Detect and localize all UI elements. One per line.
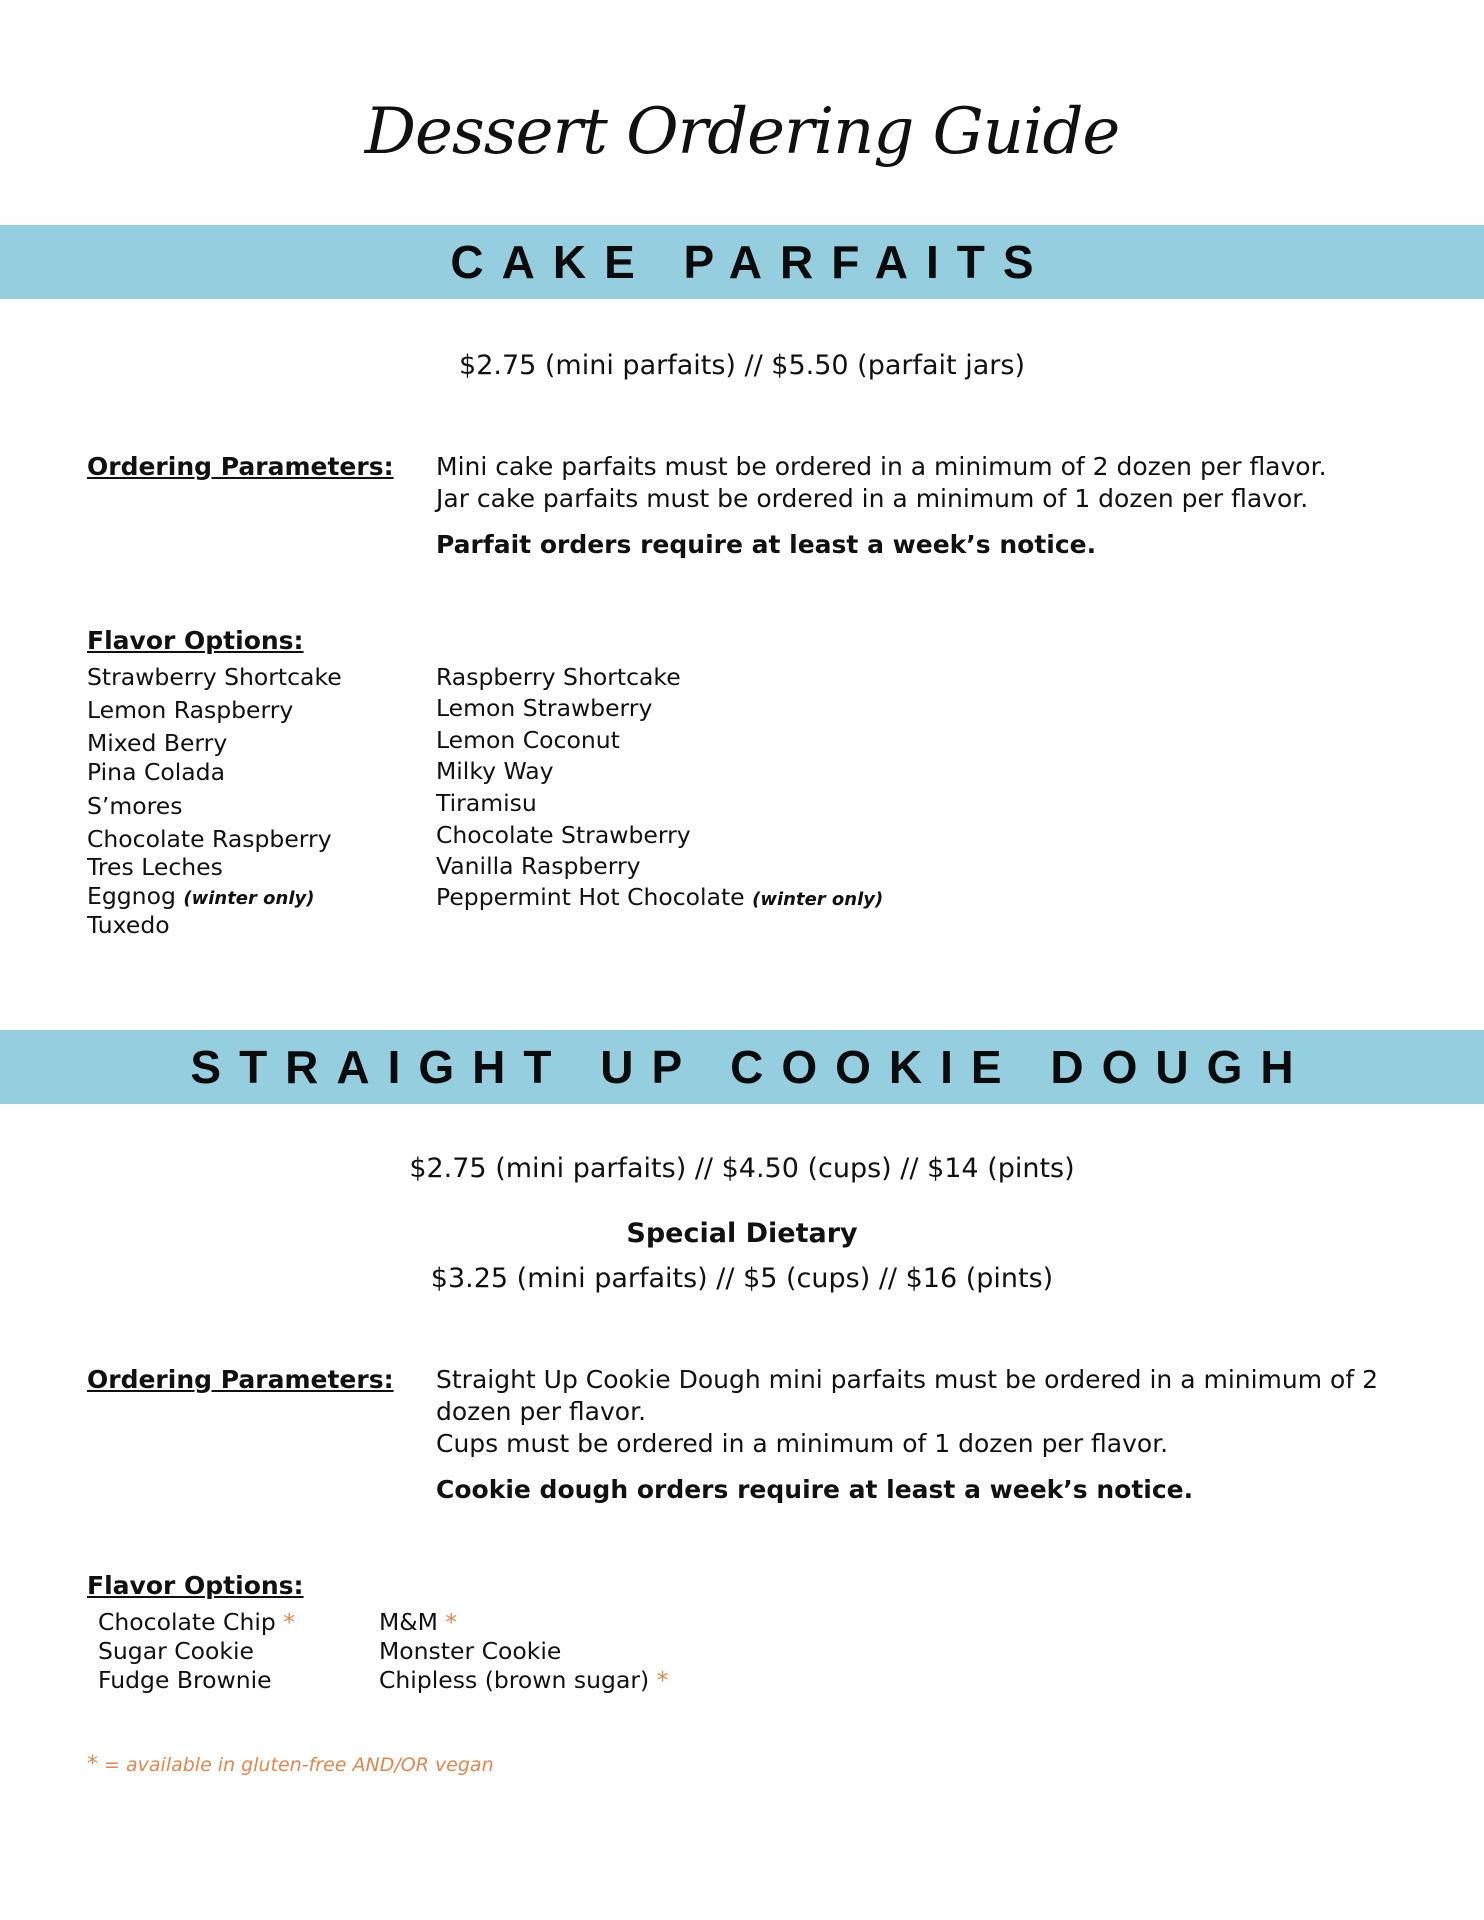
ordering-line: Jar cake parfaits must be ordered in a minimum of 1 dozen per flavor. (436, 484, 1309, 513)
ordering-line: Cups must be ordered in a minimum of 1 dozen per flavor. (436, 1429, 1169, 1458)
list-item: Chocolate Raspberry (87, 825, 332, 853)
price-line: $2.75 (mini parfaits) // $4.50 (cups) // $14 (pints) (409, 1153, 1075, 1184)
list-item: Vanilla Raspberry (436, 852, 641, 880)
flavor-name: Chocolate Chip (98, 1608, 276, 1636)
flavor-name: M&M (379, 1608, 438, 1636)
list-item (436, 883, 883, 911)
list-item: Strawberry Shortcake (87, 663, 342, 691)
list-item: Pina Colada (87, 758, 225, 786)
list-item (379, 1608, 457, 1636)
list-item: Lemon Raspberry (87, 696, 294, 724)
list-item: Fudge Brownie (98, 1666, 272, 1694)
list-item: Tiramisu (436, 789, 537, 817)
list-item: Monster Cookie (379, 1637, 562, 1665)
flavor-options-label: Flavor Options: (87, 626, 304, 655)
list-item: Mixed Berry (87, 729, 228, 757)
winter-only-tag: (winter only) (752, 889, 884, 910)
list-item (98, 1608, 295, 1636)
ordering-line: Mini cake parfaits must be ordered in a minimum of 2 dozen per flavor. (436, 452, 1327, 481)
asterisk-marker: * (283, 1608, 296, 1636)
section-heading: STRAIGHT UP COOKIE DOUGH (190, 1041, 1312, 1093)
list-item (87, 882, 314, 910)
list-item (379, 1666, 668, 1694)
footnote (87, 1752, 494, 1777)
flavor-name: Peppermint Hot Chocolate (436, 883, 745, 911)
list-item: Lemon Strawberry (436, 694, 653, 722)
list-item: S’mores (87, 792, 183, 820)
page-title: Dessert Ordering Guide (364, 95, 1120, 169)
section-banner-cookie-dough (0, 1030, 1484, 1104)
flavor-name: Chipless (brown sugar) (379, 1666, 650, 1694)
flavor-name: Eggnog (87, 882, 176, 910)
list-item: Sugar Cookie (98, 1637, 255, 1665)
ordering-line: Straight Up Cookie Dough mini parfaits must be ordered in a minimum of 2 dozen per flavor. (436, 1365, 1379, 1426)
winter-only-tag: (winter only) (183, 888, 315, 909)
asterisk-marker: * (445, 1608, 458, 1636)
ordering-parameters-text (436, 451, 1436, 561)
list-item: Tuxedo (87, 911, 170, 939)
notice-text: Cookie dough orders require at least a week’s notice. (436, 1475, 1194, 1504)
list-item: Tres Leches (87, 853, 223, 881)
list-item: Milky Way (436, 757, 554, 785)
special-dietary-price: $3.25 (mini parfaits) // $5 (cups) // $16 (pints) (430, 1263, 1054, 1294)
special-dietary-heading: Special Dietary (626, 1218, 858, 1249)
footnote-text: = available in gluten-free AND/OR vegan (104, 1754, 494, 1776)
section-banner-cake-parfaits (0, 225, 1484, 299)
list-item: Raspberry Shortcake (436, 663, 681, 691)
section-heading: CAKE PARFAITS (450, 236, 1052, 288)
ordering-parameters-label: Ordering Parameters: (87, 452, 394, 481)
list-item: Chocolate Strawberry (436, 821, 691, 849)
asterisk-marker: * (656, 1666, 669, 1694)
flavor-options-label: Flavor Options: (87, 1571, 304, 1600)
price-line: $2.75 (mini parfaits) // $5.50 (parfait jars) (459, 350, 1025, 381)
list-item: Lemon Coconut (436, 726, 620, 754)
ordering-parameters-label: Ordering Parameters: (87, 1365, 394, 1394)
ordering-parameters-text (436, 1364, 1416, 1506)
notice-text: Parfait orders require at least a week’s notice. (436, 530, 1097, 559)
asterisk-marker: * (87, 1752, 98, 1777)
